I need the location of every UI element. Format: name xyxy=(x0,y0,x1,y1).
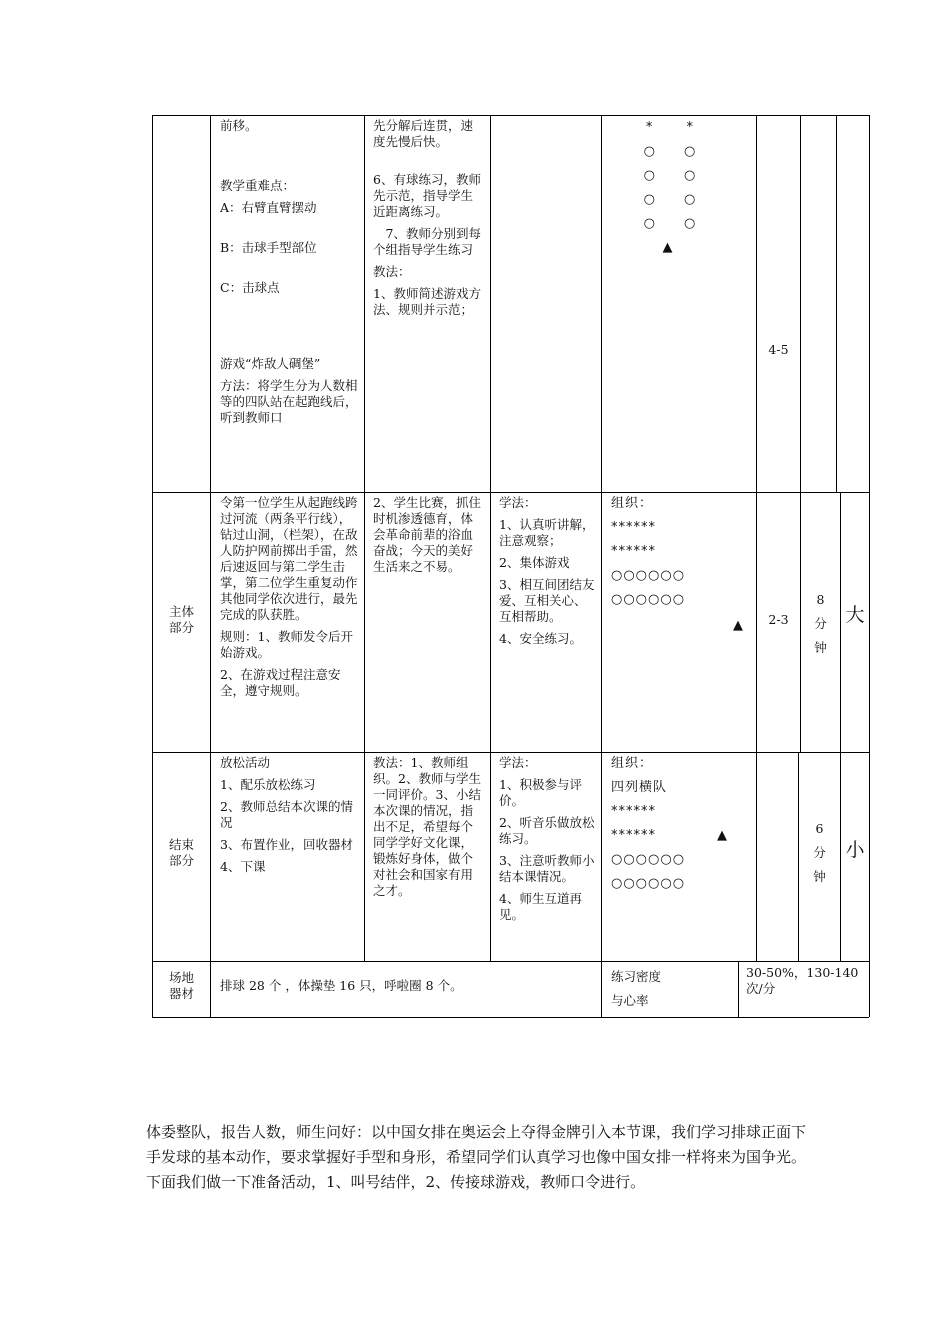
row1-content-line: 方法：将学生分为人数相等的四队站在起跑线后，听到教师口 xyxy=(220,378,358,425)
row1-content-line: B：击球手型部位 xyxy=(220,240,317,255)
row1-formation-line: ○ ○ xyxy=(643,216,697,231)
row1-content-line: 前移。 xyxy=(220,118,258,133)
row3-student-line: 1、积极参与评价。 xyxy=(499,777,582,808)
intro-paragraph: 体委整队，报告人数，师生问好：以中国女排在奥运会上夺得金牌引入本节课，我们学习排球正面下手发球的基本动作，要求掌握好手型和身形，希望同学们认真学习也像中国女排一样将来为国争光。下面我们做一下准备活动，1、叫号结伴，2、传接球游戏，教师口令进行。 xyxy=(146,1123,807,1191)
row3-formation-line: 四列横队 xyxy=(611,780,668,795)
row2-content xyxy=(220,495,360,705)
row1-formation-line: * * xyxy=(645,120,695,135)
row3-content-line: 4、下课 xyxy=(220,859,266,874)
row1-teacher-line: 先分解后连贯，速度先慢后快。 xyxy=(373,118,474,149)
teacher-position-icon: ▲ xyxy=(717,828,728,843)
row2-student-line: 学法： xyxy=(499,495,537,510)
row2-count: 2-3 xyxy=(768,612,789,627)
row2-student-line: 3、相互间团结友爱、互相关心、互相帮助。 xyxy=(499,577,595,624)
row2-formation-line: ****** xyxy=(611,520,656,535)
row2-content-line: 令第一位学生从起跑线跨过河流（两条平行线），钻过山洞，（栏架），在敌人防护网前掷出手雷，然后速返回与第二学生击掌，第二位学生重复动作其他同学依次进行，最先完成的队获胜。 xyxy=(220,495,358,622)
row3-student-line: 学法： xyxy=(499,755,537,770)
row3-formation-line: ○○○○○○ xyxy=(611,876,686,891)
density-label: 练习密度 与心率 xyxy=(611,969,662,1008)
row3-content xyxy=(220,755,360,881)
row3-intensity: 小 xyxy=(845,839,865,861)
row2-teacher-line: 2、学生比赛，抓住时机渗透德育，体会革命前辈的浴血奋战；今天的美好生活来之不易。 xyxy=(373,495,481,574)
row2-student xyxy=(499,495,597,653)
row3-content-line: 1、配乐放松练习 xyxy=(220,777,316,792)
teacher-position-icon: ▲ xyxy=(662,240,674,255)
row3-formation-line: ****** xyxy=(611,804,656,819)
row3-formation xyxy=(611,752,751,896)
row3-formation-line: ○○○○○○ xyxy=(611,852,686,867)
row3-student xyxy=(499,755,597,929)
row2-formation-line: ○○○○○○ xyxy=(611,592,686,607)
row1-formation-line: ○ ○ xyxy=(643,192,697,207)
row3-student-line: 3、注意听教师小结本课情况。 xyxy=(499,853,595,884)
row3-formation-line: ****** xyxy=(611,828,656,843)
row1-content xyxy=(220,118,360,432)
row3-student-line: 4、师生互道再见。 xyxy=(499,891,582,922)
row1-content-line: C：击球点 xyxy=(220,280,280,295)
row2-student-line: 4、安全练习。 xyxy=(499,631,582,646)
row1-content-line: A：右臂直臂摆动 xyxy=(220,200,317,215)
row2-student-line: 2、集体游戏 xyxy=(499,555,570,570)
row1-formation xyxy=(630,116,710,260)
row3-formation-line: 组织： xyxy=(611,756,654,771)
row2-formation xyxy=(611,492,751,612)
row2-content-line: 2、在游戏过程注意安全，遵守规则。 xyxy=(220,667,341,698)
row2-student-line: 1、认真听讲解，注意观察； xyxy=(499,517,595,548)
row1-content-line: 教学重难点： xyxy=(220,178,296,193)
row2-formation-line: 组织： xyxy=(611,496,654,511)
row2-teacher xyxy=(373,495,485,581)
equipment-label: 场地 器材 xyxy=(168,970,194,1001)
row1-formation-line: ○ ○ xyxy=(643,144,697,159)
row1-teacher xyxy=(373,118,485,324)
row3-content-line: 放松活动 xyxy=(220,755,271,770)
row2-formation-line: ○○○○○○ xyxy=(611,568,686,583)
row2-section-label: 主体 部分 xyxy=(168,604,194,635)
teacher-position-icon: ▲ xyxy=(733,618,744,633)
row1-teacher-line: 7、教师分别到每个组指导学生练习 xyxy=(373,226,481,257)
row1-count: 4-5 xyxy=(768,342,789,357)
row3-teacher xyxy=(373,755,485,905)
row1-teacher-line: 1、教师简述游戏方法、规则并示范； xyxy=(373,286,481,317)
row3-student-line: 2、听音乐做放松练习。 xyxy=(499,815,595,846)
row1-content-line: 游戏“炸敌人碉堡” xyxy=(220,356,321,371)
row3-content-line: 3、布置作业，回收器材 xyxy=(220,837,353,852)
row2-intensity: 大 xyxy=(845,604,865,626)
row3-section-label: 结束 部分 xyxy=(168,837,194,868)
row2-formation-line: ****** xyxy=(611,544,656,559)
row3-content-line: 2、教师总结本次课的情况 xyxy=(220,799,353,830)
row3-time: 6 分 钟 xyxy=(813,821,826,884)
row2-content-line: 规则：1、教师发令后开始游戏。 xyxy=(220,629,353,660)
row3-teacher-line: 教法：1、教师组织。2、教师与学生一同评价。3、小结本次课的情况，指出不足，希望每个同学学好文化课，锻炼好身体，做个对社会和国家有用之才。 xyxy=(373,755,481,898)
row1-teacher-line: 教法： xyxy=(373,264,411,279)
row1-teacher-line: 6、有球练习，教师先示范，指导学生近距离练习。 xyxy=(373,172,481,219)
row2-time: 8 分 钟 xyxy=(814,592,827,655)
density-value: 30-50%，130-140次/分 xyxy=(746,965,859,996)
equipment-text: 排球 28 个 ，体操垫 16 只，呼啦圈 8 个。 xyxy=(220,978,463,993)
row1-formation-line: ○ ○ xyxy=(643,168,697,183)
